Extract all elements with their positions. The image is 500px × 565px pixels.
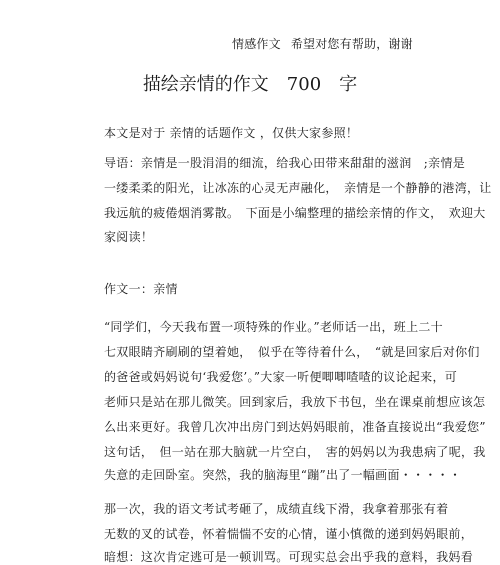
lead-line-2: 一缕柔柔的阳光，让冰冻的心灵无声融化， 亲情是一个静静的港湾，让 [104, 181, 492, 195]
section-title: 作文一：亲情 [104, 282, 178, 296]
page-header [232, 35, 413, 52]
paragraph1-line-7: 失意的走回卧室。突然，我的脑海里“蹦”出了一幅画面・・・・・ [104, 468, 462, 482]
header-note: 希望对您有帮助，谢谢 [290, 37, 413, 51]
paragraph1-line-2: 七双眼睛齐刷刷的望着她， 似乎在等待着什么， “就是回家后对你们 [104, 345, 480, 359]
paragraph1-line-4: 老师只是站在那儿微笑。回到家后，我放下书包，坐在课桌前想应该怎 [104, 395, 486, 409]
paragraph2-line-1: 那一次，我的语文考试考砸了，成绩直线下滑，我拿着那张有着 [104, 502, 449, 516]
lead-line-4: 家阅读！ [104, 230, 154, 244]
document-title: 描绘亲情的作文 700 字 [142, 74, 358, 95]
lead-line-1: 导语：亲情是一股涓涓的细流，给我心田带来甜甜的滋润 ;亲情是 [104, 156, 466, 170]
paragraph1-line-6: 这句话， 但一站在那大脑就一片空白， 害的妈妈以为我患病了呢，我 [104, 445, 486, 459]
paragraph2-line-2: 无数的叉的试卷，怀着惴惴不安的心情，谨小慎微的递到妈妈眼前， [104, 527, 474, 541]
lead-line-3: 我远航的疲倦烟消雾散。 下面是小编整理的描绘亲情的作文， 欢迎大 [104, 206, 486, 220]
header-category: 情感作文 [232, 37, 281, 51]
paragraph1-line-3: 的爸爸或妈妈说句‘我爱您’。”大家一听便唧唧喳喳的议论起来，可 [104, 370, 458, 384]
paragraph1-line-5: 么出来更好。我曾几次冲出房门到达妈妈眼前，准备直接说出“我爱您” [104, 420, 486, 434]
paragraph2-line-3: 暗想：这次肯定逃可是一顿训骂。可现实总会出乎我的意料，我妈看 [104, 550, 474, 564]
intro-line: 本文是对于 亲情的话题作文 ，仅供大家参照！ [104, 126, 359, 140]
paragraph1-line-1: “同学们，今天我布置一项特殊的作业。”老师话一出，班上二十 [104, 320, 443, 334]
